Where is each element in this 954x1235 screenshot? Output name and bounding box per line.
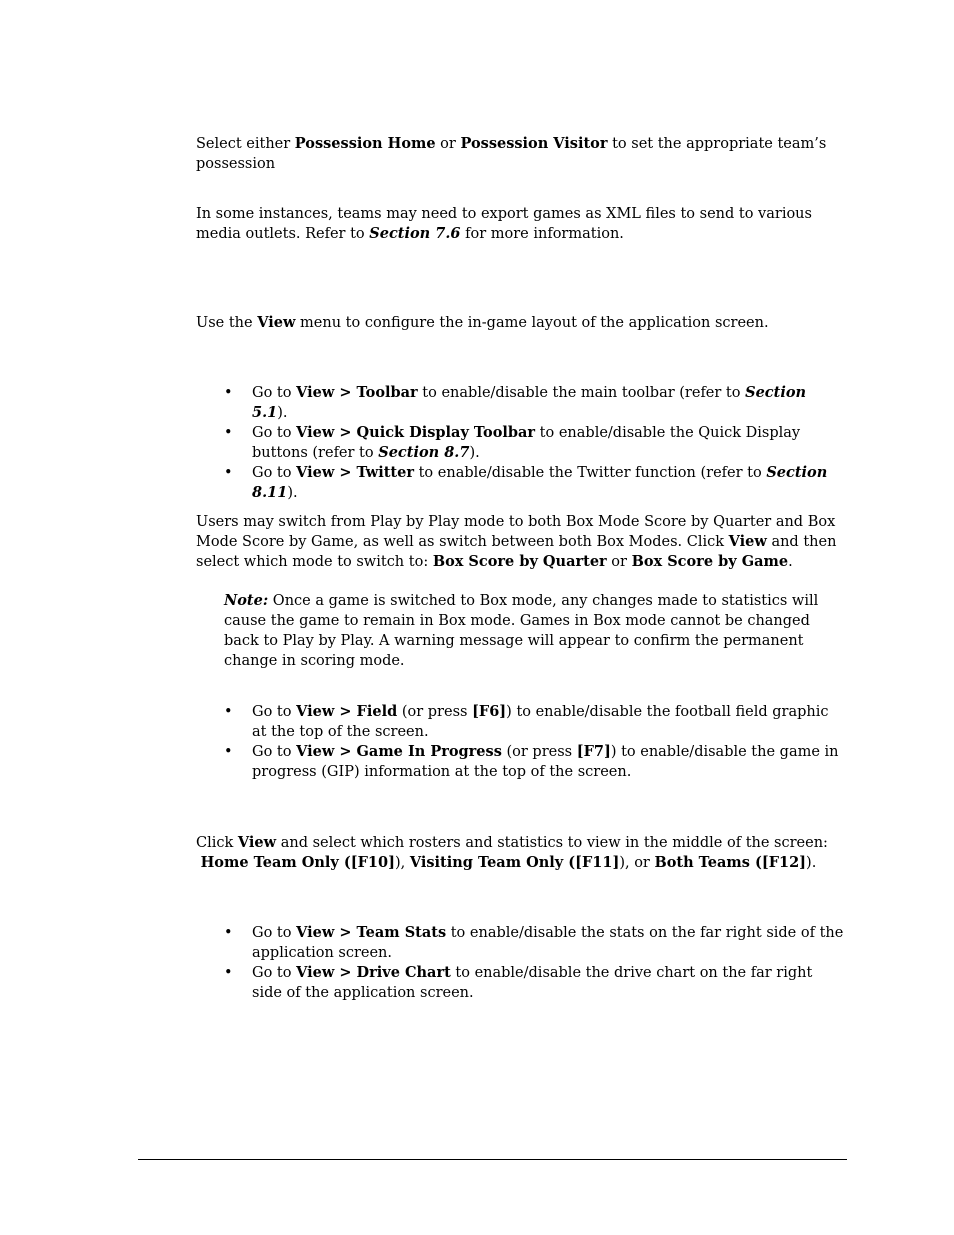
- list-item: • Go to View > Toolbar to enable/disable the main toolbar (refer to Section 5.1).: [224, 384, 807, 421]
- view-menu-intro: Use the View menu to configure the in-game layout of the application screen.: [196, 314, 769, 331]
- bullet-icon: •: [224, 465, 233, 481]
- rosters-paragraph: Click View and select which rosters and statistics to view in the middle of the screen: Home Team Only ([F10]), Visiting Team Only ([F11]), or Both Teams ([F12]).: [196, 834, 828, 871]
- footer-divider: [138, 1159, 847, 1160]
- bullet-icon: •: [224, 704, 233, 720]
- bullet-icon: •: [224, 965, 233, 981]
- bullet-icon: •: [224, 385, 233, 401]
- possession-paragraph: Select either Possession Home or Possession Visitor to set the appropriate team’s possession: [196, 135, 827, 172]
- stats-bullet-list: [224, 923, 846, 1003]
- toolbar-bullet-list: [224, 383, 846, 503]
- list-item: • Go to View > Twitter to enable/disable the Twitter function (refer to Section 8.11).: [224, 464, 828, 501]
- list-item: • Go to View > Game In Progress (or press [F7]) to enable/disable the game in progress (GIP) information at the top of the screen.: [224, 743, 839, 780]
- export-xml-paragraph: In some instances, teams may need to export games as XML files to send to various media outlets. Refer to Section 7.6 for more information.: [196, 206, 812, 242]
- list-item: • Go to View > Team Stats to enable/disable the stats on the far right side of the application screen.: [224, 924, 844, 961]
- bullet-icon: •: [224, 925, 233, 941]
- bullet-icon: •: [224, 425, 233, 441]
- field-bullet-list: [224, 702, 846, 782]
- box-mode-note: Note: Once a game is switched to Box mode, any changes made to statistics will cause the game to remain in Box mode. Games in Box mode cannot be changed back to Play by Play. A warning message will appear to confirm the permanent change in scoring mode.: [224, 592, 819, 669]
- list-item: • Go to View > Quick Display Toolbar to enable/disable the Quick Display buttons (refer to Section 8.7).: [224, 424, 801, 461]
- list-item: • Go to View > Drive Chart to enable/disable the drive chart on the far right side of the application screen.: [224, 964, 813, 1001]
- bullet-icon: •: [224, 744, 233, 760]
- box-mode-paragraph: Users may switch from Play by Play mode to both Box Mode Score by Quarter and Box Mode Score by Game, as well as switch between both Box Modes. Click View and then select which mode to switch to: Box Score by Quarter or Box Score by Game.: [196, 514, 837, 570]
- list-item: • Go to View > Field (or press [F6]) to enable/disable the football field graphic at the top of the screen.: [224, 703, 829, 740]
